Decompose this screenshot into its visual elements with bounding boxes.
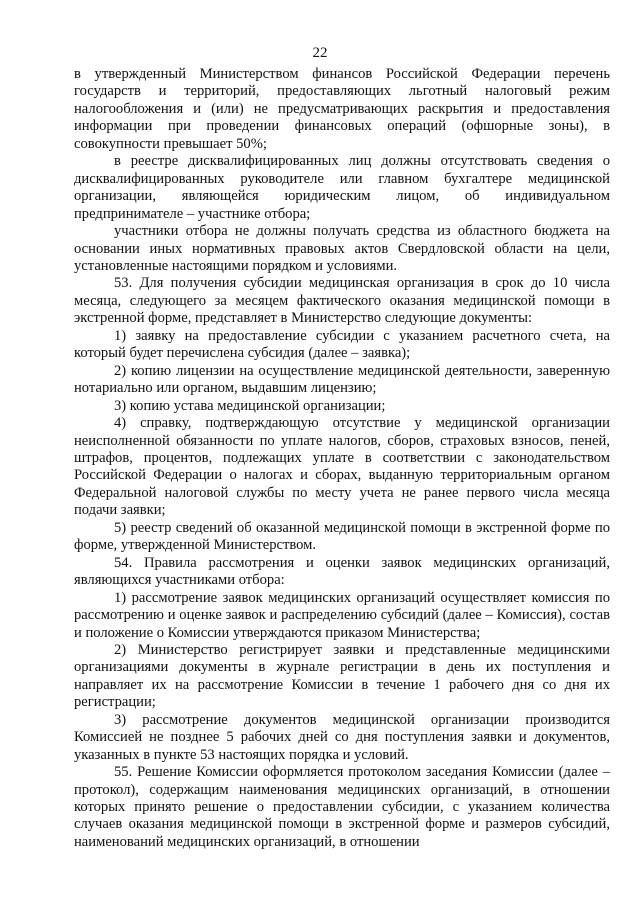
- paragraph-clause-54: 54. Правила рассмотрения и оценки заявок медицинских организаций, являющихся участниками отбора:: [74, 554, 610, 589]
- paragraph-clause-55: 55. Решение Комиссии оформляется протоколом заседания Комиссии (далее – протокол), содержащим наименования медицинских организаций, в отношении которых принято решение о предоставлении субсидии, с указанием количества случаев оказания медицинской помощи в экстренной форме и размеров субсидий, наименований медицинских организаций, в отношении: [74, 764, 610, 850]
- page-number: 22: [312, 45, 328, 61]
- paragraph: в реестре дисквалифицированных лиц должны отсутствовать сведения о дисквалифицированных руководителе или главном бухгалтере медицинской организации, являющейся юридическим лицом, об индивидуальном предпринимателе – участнике отбора;: [74, 153, 610, 222]
- list-item: 1) заявку на предоставление субсидии с указанием расчетного счета, на который будет перечислена субсидия (далее – заявка);: [74, 327, 610, 362]
- document-body: [74, 66, 610, 851]
- list-item: 3) копию устава медицинской организации;: [114, 397, 386, 414]
- paragraph-clause-53: 53. Для получения субсидии медицинская организация в срок до 10 числа месяца, следующего за месяцем фактического оказания медицинской помощи в экстренной форме, представляет в Министерство следующие документы:: [74, 275, 610, 327]
- list-item: 2) копию лицензии на осуществление медицинской деятельности, заверенную нотариально или органом, выдавшим лицензию;: [74, 362, 610, 397]
- paragraph: участники отбора не должны получать средства из областного бюджета на основании иных нормативных правовых актов Свердловской области на цели, установленные настоящими порядком и условиями.: [74, 223, 610, 274]
- list-item: 5) реестр сведений об оказанной медицинской помощи в экстренной форме по форме, утвержденной Министерством.: [74, 519, 610, 554]
- list-item: 3) рассмотрение документов медицинской организации производится Комиссией не позднее 5 рабочих дней со дня поступления заявки и документов, указанных в пункте 53 настоящих порядка и условий.: [74, 711, 610, 763]
- list-item: 4) справку, подтверждающую отсутствие у медицинской организации неисполненной обязанности по уплате налогов, сборов, страховых взносов, пеней, штрафов, процентов, подлежащих уплате в соответствии с законодательством Российской Федерации о налогах и сборах, выданную территориальным органом Федеральной налоговой службы по месту учета не ранее первого числа месяца подачи заявки;: [74, 415, 610, 519]
- paragraph-continuation: в утвержденный Министерством финансов Российской Федерации перечень государств и территорий, предоставляющих льготный налоговый режим налогообложения и (или) не предусматривающих раскрытия и предоставления информации при проведении финансовых операций (офшорные зоны), в совокупности превышает 50%;: [74, 66, 610, 152]
- list-item: 2) Министерство регистрирует заявки и представленные медицинскими организациями документы в журнале регистрации в день их поступления и направляет их на рассмотрение Комиссии в течение 1 рабочего дня со дня их регистрации;: [74, 641, 610, 711]
- list-item: 1) рассмотрение заявок медицинских организаций осуществляет комиссия по рассмотрению и оценке заявок и распределению субсидий (далее – Комиссия), состав и положение о Комиссии утверждаются приказом Министерства;: [74, 589, 610, 641]
